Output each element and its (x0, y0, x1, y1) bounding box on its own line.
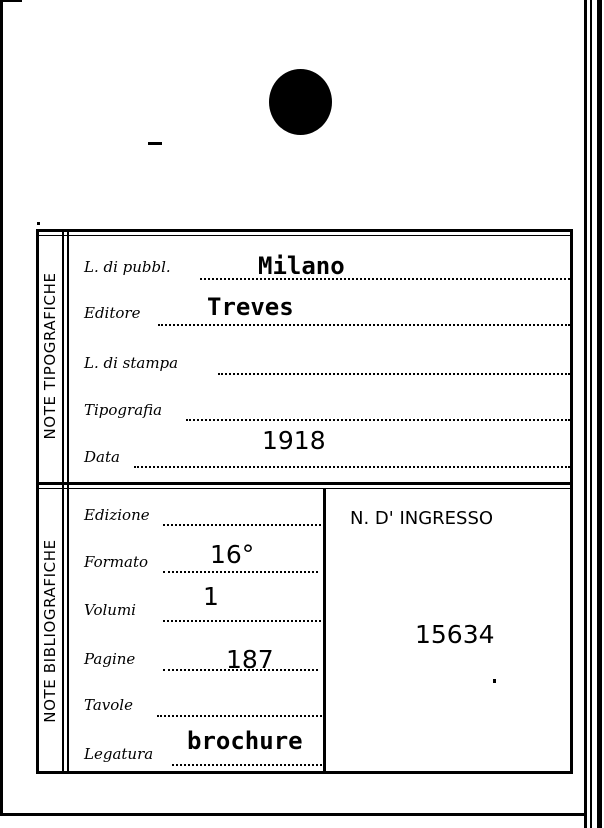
field-label: Editore (84, 304, 141, 322)
field-label: Tipografia (84, 401, 163, 419)
field-value: 1 (203, 582, 219, 611)
frame-inner-line (36, 235, 573, 236)
card-right-edge-thick (597, 0, 602, 828)
card-left-edge (0, 0, 3, 815)
field-dotted-line (172, 764, 322, 766)
field-label: Data (84, 448, 120, 466)
field-dotted-line (163, 524, 321, 526)
ink-speck (493, 679, 496, 683)
section-label-tipografiche: NOTE TIPOGRAFICHE (41, 272, 59, 440)
field-label: Volumi (84, 601, 136, 619)
section-divider (36, 482, 573, 485)
field-dotted-line (200, 278, 570, 280)
section-label-bibliografiche: NOTE BIBLIOGRAFICHE (41, 539, 59, 723)
section-divider-inner (36, 488, 573, 489)
field-value: 16° (210, 540, 255, 569)
card-top-edge (0, 0, 22, 2)
field-label: Formato (84, 553, 149, 571)
field-dotted-line (134, 466, 570, 468)
ink-dot (37, 222, 40, 225)
field-dotted-line (186, 419, 570, 421)
field-label: Edizione (84, 506, 150, 524)
field-dotted-line (218, 373, 570, 375)
ingresso-column-divider (323, 488, 326, 774)
card-right-edge (584, 0, 587, 828)
field-label: Tavole (84, 696, 133, 714)
ink-mark (148, 142, 162, 145)
field-value: 1918 (262, 426, 326, 455)
label-column-divider-inner (67, 229, 69, 774)
punch-hole (269, 69, 332, 135)
ingresso-title: N. D' INGRESSO (350, 508, 494, 529)
field-label: L. di stampa (84, 354, 179, 372)
field-label: L. di pubbl. (84, 258, 171, 276)
card-right-edge-line (590, 0, 592, 828)
ingresso-number: 15634 (415, 620, 495, 649)
field-value: Treves (207, 293, 294, 321)
field-dotted-line (163, 620, 321, 622)
field-value: brochure (187, 727, 303, 755)
legatura-value-clip (185, 724, 323, 758)
field-value: Milano (258, 252, 345, 280)
field-dotted-line (157, 715, 322, 717)
field-label: Legatura (84, 745, 154, 763)
card-bottom-edge (0, 813, 585, 816)
label-column-divider (62, 229, 64, 774)
field-dotted-line (158, 324, 570, 326)
field-value: 187 (226, 645, 274, 674)
field-label: Pagine (84, 650, 136, 668)
field-dotted-line (163, 571, 318, 573)
